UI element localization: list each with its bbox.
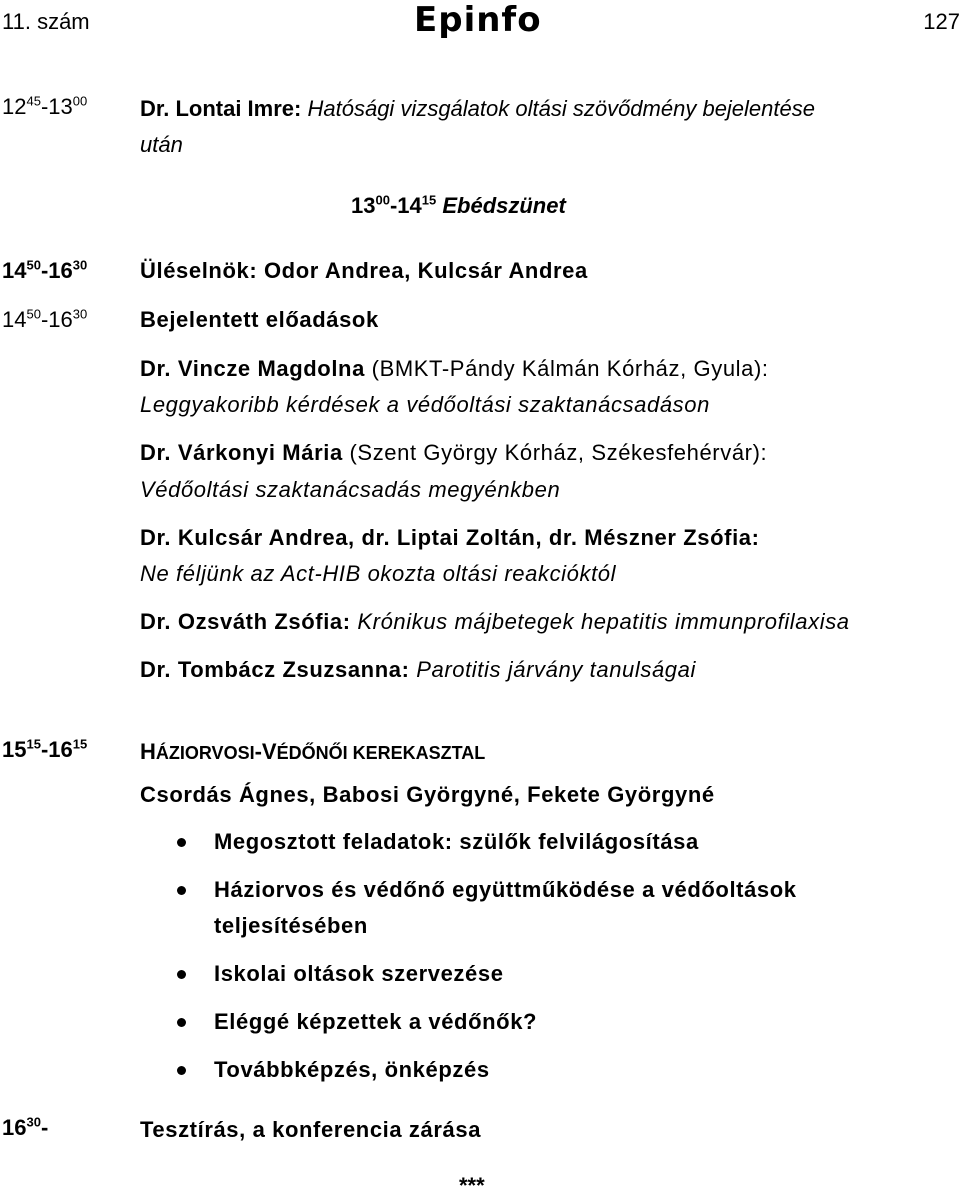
bullet-icon [177, 886, 186, 895]
list-item: Eléggé képzettek a védőnők? [214, 1009, 538, 1034]
lunch-label: Ebédszünet [442, 193, 566, 218]
bullet-icon [177, 970, 186, 979]
speaker-name: Dr. Vincze Magdolna [140, 356, 365, 381]
talk-item [140, 356, 769, 382]
roundtable-time: $15^{15}-16^{15}$ [2, 736, 88, 762]
chairs-time: $14^{50}-16^{30}$ [2, 257, 88, 283]
end-mark: *** [459, 1173, 485, 1198]
talk-title: Krónikus májbetegek hepatitis immunprofilaxisa [350, 609, 850, 634]
speaker-name: Dr. Várkonyi Mária [140, 440, 343, 465]
talk-item [140, 609, 850, 635]
closing-time: $16^{30}-$ [2, 1114, 49, 1140]
talks-time: $14^{50}-16^{30}$ [2, 306, 88, 332]
bullet-icon [177, 1066, 186, 1075]
speaker-name: Dr. Lontai Imre: [140, 96, 302, 121]
roundtable-participants: Csordás Ágnes, Babosi Györgyné, Fekete Györgyné [140, 782, 715, 807]
page-number: 127 [923, 9, 960, 34]
list-item: Háziorvos és védőnő együttműködése a védőoltások [214, 877, 797, 902]
session-talk [140, 96, 815, 122]
speaker-affiliation: (Szent György Kórház, Székesfehérvár): [342, 440, 768, 465]
talk-item [140, 657, 696, 683]
roundtable-title: HÁZIORVOSI-VÉDŐNŐI KEREKASZTAL [140, 739, 486, 764]
speaker-name: Dr. Ozsváth Zsófia: [140, 609, 351, 634]
session-time: $12^{45}-13^{00}$ [2, 93, 88, 119]
closing-text: Tesztírás, a konferencia zárása [140, 1117, 482, 1142]
speaker-affiliation: (BMKT-Pándy Kálmán Kórház, Gyula): [364, 356, 769, 381]
list-item: Iskolai oltások szervezése [214, 961, 504, 986]
list-item: Továbbképzés, önképzés [214, 1057, 490, 1082]
talk-title: Hatósági vizsgálatok oltási szövődmény bejelentése [307, 96, 815, 121]
talk-item [140, 440, 767, 466]
list-item: Megosztott feladatok: szülők felvilágosítása [214, 829, 699, 854]
list-item-continued: teljesítésében [214, 913, 368, 938]
talk-title-continued: után [140, 132, 183, 157]
speaker-name: Dr. Tombácz Zsuzsanna: [140, 657, 410, 682]
journal-logo: Epinfo [414, 0, 542, 40]
session-chairs: Üléselnök: Odor Andrea, Kulcsár Andrea [140, 258, 588, 283]
talk-title: Védőoltási szaktanácsadás megyénkben [140, 477, 561, 502]
talk-title: Parotitis járvány tanulságai [409, 657, 696, 682]
talk-title: Leggyakoribb kérdések a védőoltási szaktanácsadáson [140, 392, 710, 417]
bullet-icon [177, 1018, 186, 1027]
bullet-icon [177, 838, 186, 847]
speaker-name: Dr. Kulcsár Andrea, dr. Liptai Zoltán, dr. Mészner Zsófia: [140, 525, 760, 550]
lunch-break: $13^{00}-14^{15}$ Ebédszünet [351, 192, 566, 218]
issue-number: 11. szám [2, 9, 90, 34]
talk-title: Ne féljünk az Act-HIB okozta oltási reakcióktól [140, 561, 617, 586]
talks-header: Bejelentett előadások [140, 307, 379, 332]
